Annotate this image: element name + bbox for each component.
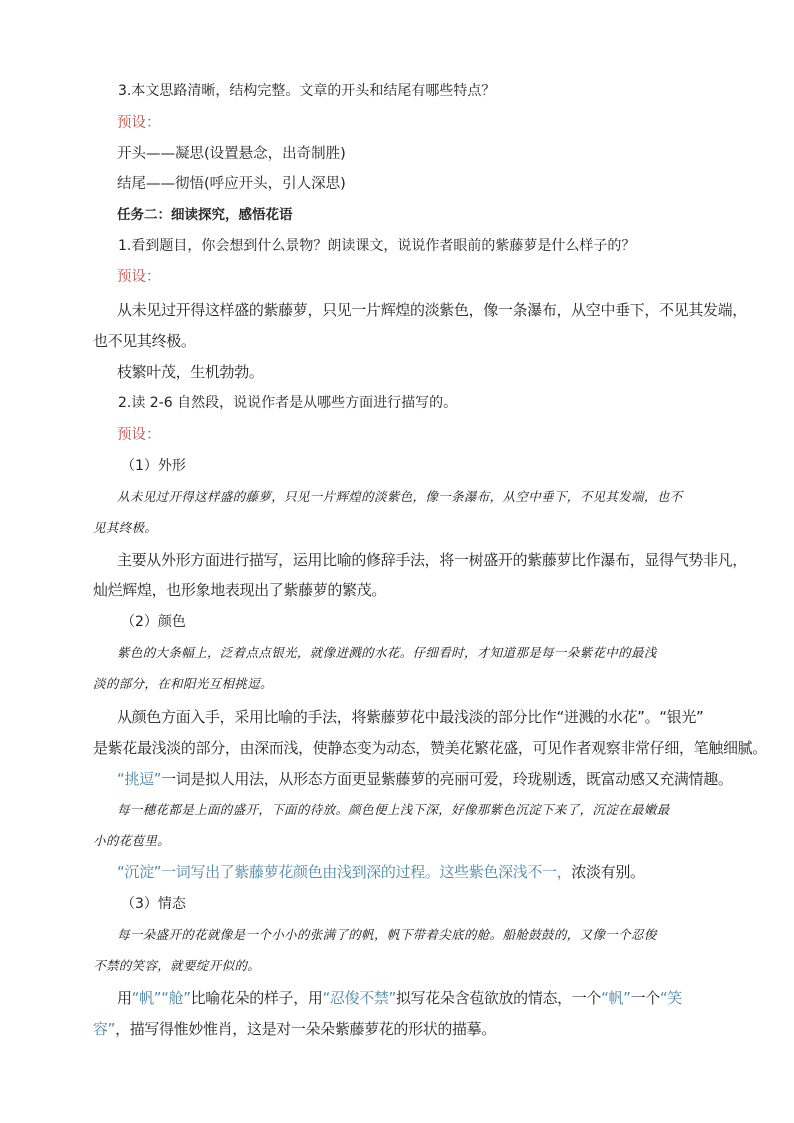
section-1-analysis-line-1: 主要从外形方面进行描写，运用比喻的修辞手法，将一树盛开的紫藤萝比作瀑布，显得气势非凡，: [117, 551, 747, 569]
sediment-end: 浓淡有别。: [571, 863, 645, 881]
question-3: 3.本文思路清晰，结构完整。文章的开头和结尾有哪些特点？: [118, 83, 496, 99]
section-2-tease-note: [117, 769, 733, 789]
analysis-text: 比喻花朵的样子，用: [190, 989, 323, 1007]
cang-keyword: “舱”: [161, 989, 191, 1007]
section-2-analysis-line-2: 是紫花最浅淡的部分，由深而浅，使静态变为动态，赞美花繁花盛，可见作者观察非常仔细，笔触细腻。: [93, 739, 767, 757]
section-2-quote-line-1: 紫色的大条幅上，泛着点点银光，就像迸溅的水花。仔细看时，才知道那是每一朵紫花中的最浅: [117, 645, 657, 660]
tease-explanation: 一词是拟人用法，从形态方面更显紫藤萝的亮丽可爱，玲珑剔透，既富动感又充满情趣。: [161, 770, 733, 788]
answer-1-line-1: 从未见过开得这样盛的紫藤萝，只见一片辉煌的淡紫色，像一条瀑布，从空中垂下，不见其发端，: [117, 301, 747, 319]
section-2-sediment-note: [117, 862, 645, 882]
answer-1-line-3: 枝繁叶茂，生机勃勃。: [117, 363, 264, 381]
section-3-title: （3）情态: [121, 896, 186, 912]
section-2-quote2-line-2: 小的花苞里。: [93, 833, 171, 848]
analysis-text: ，描写得惟妙惟肖，这是对一朵朵紫藤萝花的形状的描摹。: [115, 1020, 496, 1038]
question-1: 1.看到题目，你会想到什么景物？朗读课文，说说作者眼前的紫藤萝是什么样子的？: [118, 238, 636, 254]
preset-label: 预设：: [117, 115, 161, 131]
section-2-quote2-line-1: 每一穗花都是上面的盛开，下面的待放。颜色便上浅下深，好像那紫色沉淀下来了，沉淀在最嫩最: [117, 802, 670, 817]
section-3-quote-line-1: 每一朵盛开的花就像是一个小小的张满了的帆，帆下带着尖底的舱。船舱鼓鼓的，又像一个忍俊: [117, 927, 657, 942]
opening-note: 开头——凝思(设置悬念，出奇制胜): [117, 146, 346, 162]
section-1-quote-line-2: 见其终极。: [93, 520, 158, 535]
fan-keyword: “帆”: [131, 989, 162, 1007]
section-2-analysis-line-1: 从颜色方面入手，采用比喻的手法，将紫藤萝花中最浅淡的部分比作“迸溅的水花”。“银光”: [117, 708, 704, 726]
section-1-quote-line-1: 从未见过开得这样盛的藤萝，只见一片辉煌的淡紫色，像一条瀑布，从空中垂下，不见其发端，也不: [117, 489, 683, 504]
sediment-explanation: 一词写出了紫藤萝花颜色由浅到深的过程。这些紫色深浅不一，: [161, 863, 572, 881]
renjun-keyword: “忍俊不禁”: [322, 989, 396, 1007]
section-1-title: （1）外形: [121, 458, 186, 474]
section-2-title: （2）颜色: [121, 614, 186, 630]
fan-keyword: “帆”: [601, 989, 631, 1007]
analysis-text: 拟写花朵含苞欲放的情态，一个: [395, 989, 602, 1007]
section-3-quote-line-2: 不禁的笑容，就要绽开似的。: [93, 958, 261, 973]
sediment-keyword: “沉淀”: [117, 863, 162, 881]
analysis-text: 一个: [630, 989, 660, 1007]
section-1-analysis-line-2: 灿烂辉煌，也形象地表现出了紫藤萝的繁茂。: [93, 581, 387, 599]
preset-label: 预设：: [117, 427, 161, 443]
section-3-analysis-line-2: [93, 1019, 496, 1039]
question-2: 2.读 2-6 自然段，说说作者是从哪些方面进行描写的。: [118, 395, 458, 411]
task-2-heading: 任务二：细读探究，感悟花语: [117, 207, 293, 223]
preset-label: 预设：: [117, 269, 161, 285]
answer-1-line-2: 也不见其终极。: [93, 332, 196, 350]
xiaorong-keyword: “笑: [659, 989, 682, 1007]
xiaorong-keyword-end: 容”: [93, 1020, 116, 1038]
section-3-analysis-line-1: [117, 988, 682, 1008]
ending-note: 结尾——彻悟(呼应开头，引人深思): [117, 176, 346, 192]
tease-keyword: “挑逗”: [117, 770, 162, 788]
analysis-text: 用: [117, 989, 132, 1007]
section-2-quote-line-2: 淡的部分，在和阳光互相挑逗。: [93, 676, 273, 691]
